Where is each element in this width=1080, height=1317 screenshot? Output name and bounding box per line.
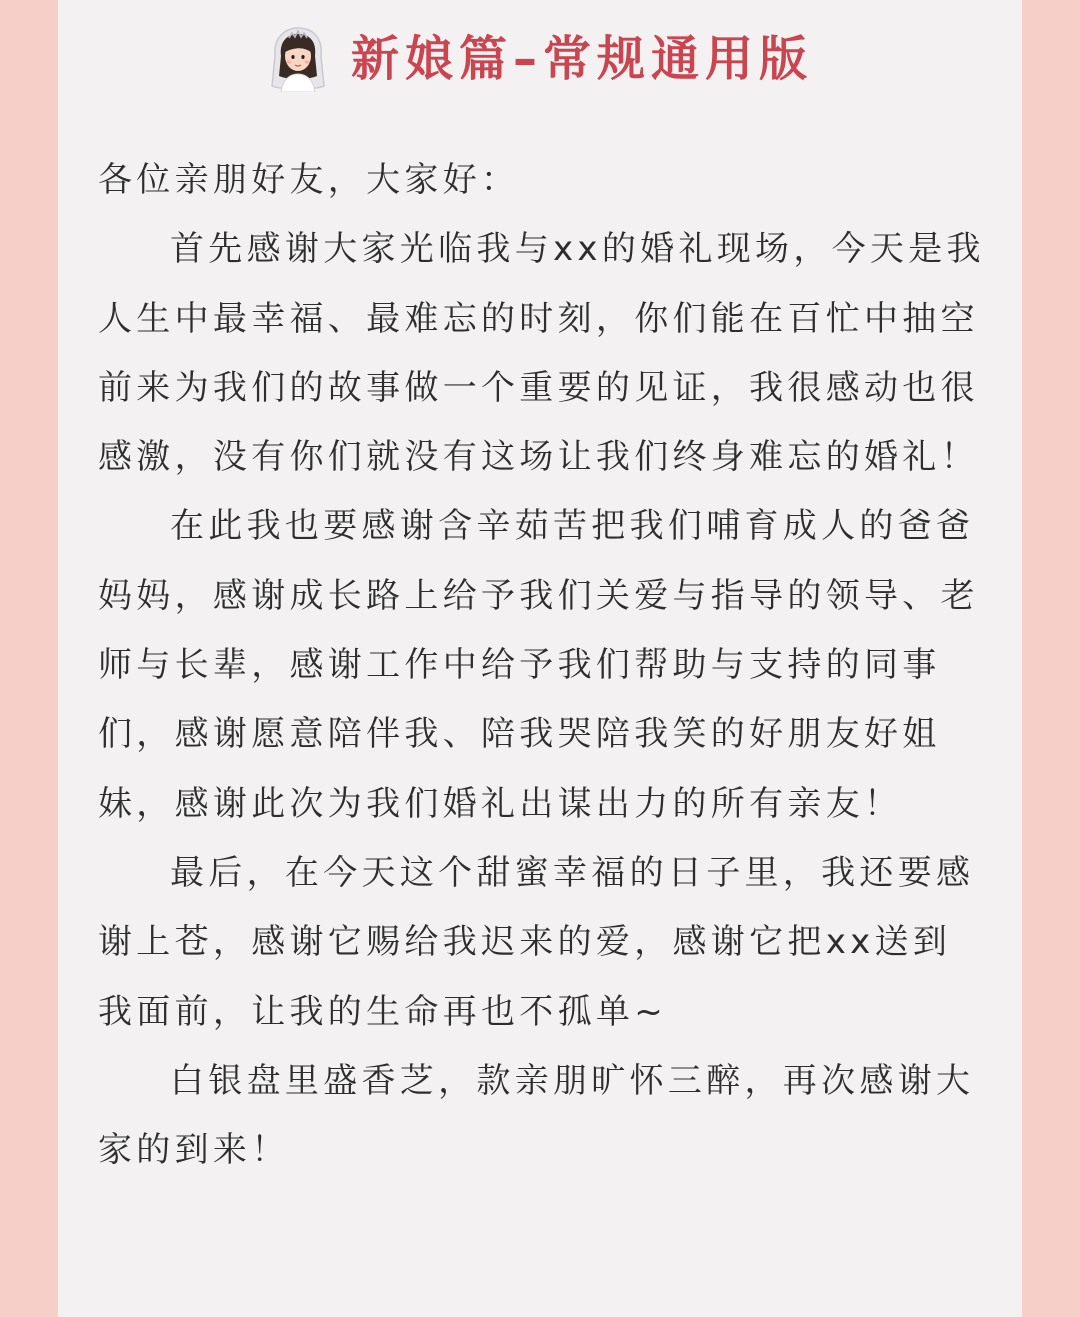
paragraph: 首先感谢大家光临我与xx的婚礼现场，今天是我人生中最幸福、最难忘的时刻，你们能在百忙中抽空前来为我们的故事做一个重要的见证，我很感动也很感激，没有你们就没有这场让我们终身难忘的婚礼！: [98, 229, 985, 478]
header: [58, 20, 1022, 98]
page-title: 新娘篇–常规通用版: [350, 31, 813, 87]
paragraph: 最后，在今天这个甜蜜幸福的日子里，我还要感谢上苍，感谢它赐给我迟来的爱，感谢它把xx送到我面前，让我的生命再也不孤单~: [98, 852, 975, 1032]
paragraph: 白银盘里盛香芝，款亲朋旷怀三醉，再次感谢大家的到来！: [98, 1060, 975, 1171]
speech-body: [98, 146, 988, 1185]
paragraph: 在此我也要感谢含辛茹苦把我们哺育成人的爸爸妈妈，感谢成长路上给予我们关爱与指导的领导、老师与长辈，感谢工作中给予我们帮助与支持的同事们，感谢愿意陪伴我、陪我哭陪我笑的好朋友好姐妹，感谢此次为我们婚礼出谋出力的所有亲友！: [98, 506, 979, 824]
greeting: 各位亲朋好友，大家好：: [98, 160, 520, 200]
speech-card: [58, 0, 1022, 1317]
bride-icon: [267, 26, 329, 92]
